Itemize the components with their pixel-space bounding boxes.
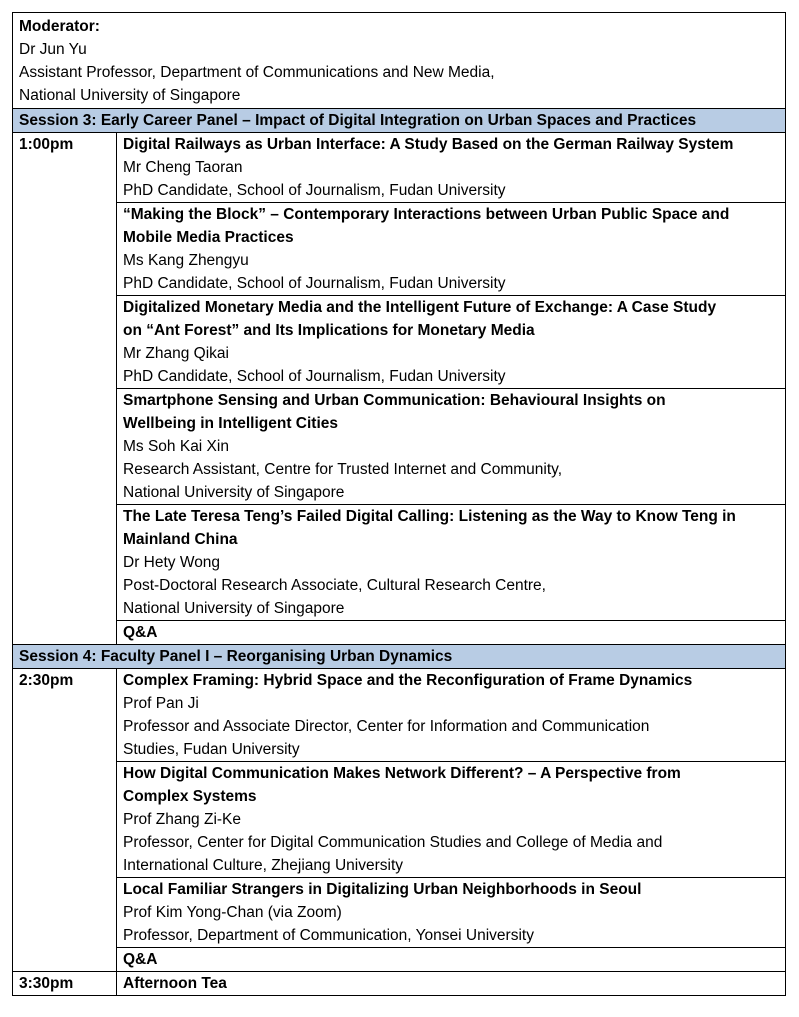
tea-row (13, 972, 786, 996)
tea-label: Afternoon Tea (117, 972, 786, 996)
talk-cell (117, 203, 786, 296)
talk-title: Wellbeing in Intelligent Cities (123, 415, 339, 432)
speaker-name: Ms Kang Zhengyu (123, 252, 249, 269)
moderator-label: Moderator: (19, 18, 100, 35)
moderator-cell (13, 13, 786, 109)
session-4-header: Session 4: Faculty Panel I – Reorganising Urban Dynamics (13, 645, 786, 669)
speaker-affiliation: Professor, Center for Digital Communication Studies and College of Media and (123, 834, 663, 851)
talk-row (13, 762, 786, 878)
talk-cell (117, 505, 786, 621)
speaker-affiliation: Professor, Department of Communication, Yonsei University (123, 927, 534, 944)
programme-table (12, 12, 786, 996)
speaker-affiliation: National University of Singapore (123, 484, 345, 501)
moderator-row (13, 13, 786, 109)
speaker-name: Dr Hety Wong (123, 554, 221, 571)
speaker-affiliation: International Culture, Zhejiang University (123, 857, 403, 874)
talk-title: Mainland China (123, 531, 238, 548)
qa-row (13, 948, 786, 972)
speaker-name: Mr Cheng Taoran (123, 159, 243, 176)
talk-title: The Late Teresa Teng’s Failed Digital Calling: Listening as the Way to Know Teng in (123, 508, 736, 525)
speaker-name: Mr Zhang Qikai (123, 345, 229, 362)
talk-title: Mobile Media Practices (123, 229, 294, 246)
programme-sheet (12, 12, 786, 996)
speaker-affiliation: PhD Candidate, School of Journalism, Fudan University (123, 275, 506, 292)
speaker-affiliation: National University of Singapore (123, 600, 345, 617)
talk-title: Complex Framing: Hybrid Space and the Reconfiguration of Frame Dynamics (123, 672, 693, 689)
talk-row (13, 669, 786, 762)
speaker-affiliation: Post-Doctoral Research Associate, Cultural Research Centre, (123, 577, 546, 594)
talk-cell (117, 296, 786, 389)
talk-cell (117, 133, 786, 203)
talk-row (13, 389, 786, 505)
talk-title: Digitalized Monetary Media and the Intelligent Future of Exchange: A Case Study (123, 299, 717, 316)
speaker-affiliation: PhD Candidate, School of Journalism, Fudan University (123, 182, 506, 199)
session-4-time: 2:30pm (13, 669, 117, 972)
session-header-row (13, 109, 786, 133)
talk-cell (117, 762, 786, 878)
qa-label: Q&A (117, 621, 786, 645)
speaker-name: Prof Zhang Zi-Ke (123, 811, 242, 828)
session-header-row (13, 645, 786, 669)
speaker-name: Ms Soh Kai Xin (123, 438, 229, 455)
moderator-name: Dr Jun Yu (19, 41, 87, 58)
speaker-affiliation: Professor and Associate Director, Center for Information and Communication (123, 718, 650, 735)
talk-cell (117, 389, 786, 505)
tea-time: 3:30pm (13, 972, 117, 996)
talk-title: Local Familiar Strangers in Digitalizing Urban Neighborhoods in Seoul (123, 881, 642, 898)
talk-row (13, 296, 786, 389)
session-3-header: Session 3: Early Career Panel – Impact of Digital Integration on Urban Spaces and Practices (13, 109, 786, 133)
talk-title: “Making the Block” – Contemporary Interactions between Urban Public Space and (123, 206, 730, 223)
talk-row (13, 505, 786, 621)
moderator-affiliation: National University of Singapore (19, 87, 241, 104)
qa-label: Q&A (117, 948, 786, 972)
speaker-affiliation: Studies, Fudan University (123, 741, 300, 758)
moderator-affiliation: Assistant Professor, Department of Communications and New Media, (19, 64, 495, 81)
talk-title: Complex Systems (123, 788, 257, 805)
speaker-name: Prof Kim Yong-Chan (via Zoom) (123, 904, 342, 921)
speaker-name: Prof Pan Ji (123, 695, 199, 712)
qa-row (13, 621, 786, 645)
talk-title: on “Ant Forest” and Its Implications for Monetary Media (123, 322, 535, 339)
talk-row (13, 878, 786, 948)
speaker-affiliation: Research Assistant, Centre for Trusted Internet and Community, (123, 461, 563, 478)
talk-title: Smartphone Sensing and Urban Communication: Behavioural Insights on (123, 392, 666, 409)
speaker-affiliation: PhD Candidate, School of Journalism, Fudan University (123, 368, 506, 385)
talk-title: Digital Railways as Urban Interface: A Study Based on the German Railway System (123, 136, 734, 153)
talk-row (13, 203, 786, 296)
talk-row (13, 133, 786, 203)
talk-cell (117, 669, 786, 762)
talk-title: How Digital Communication Makes Network Different? – A Perspective from (123, 765, 681, 782)
talk-cell (117, 878, 786, 948)
session-3-time: 1:00pm (13, 133, 117, 645)
